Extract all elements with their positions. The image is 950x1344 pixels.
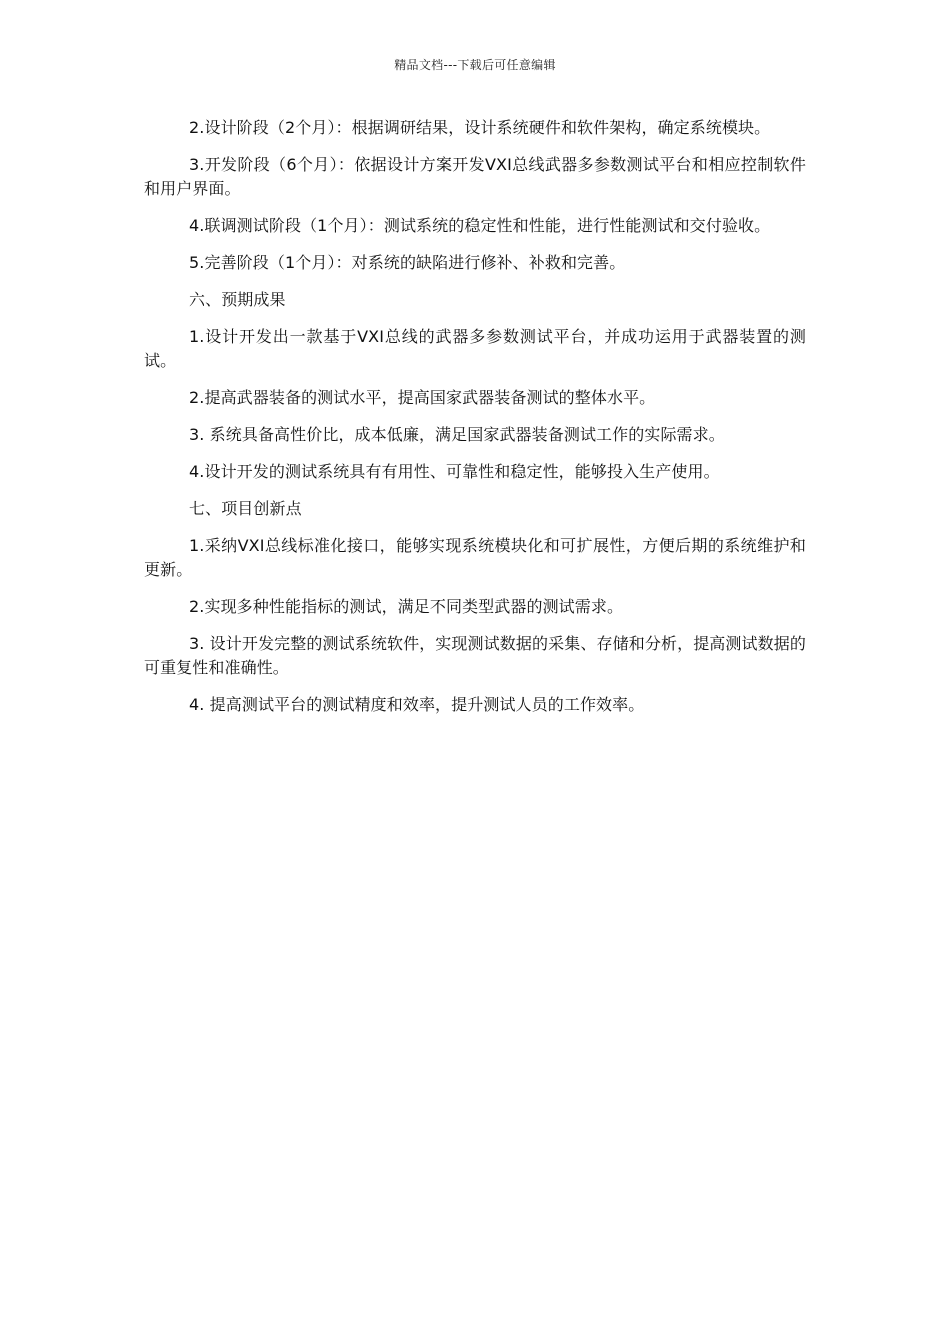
paragraph-development-phase: 3.开发阶段（6个月）：依据设计方案开发VXI总线武器多参数测试平台和相应控制软件和用户界面。 [144, 155, 806, 198]
section-heading-innovation: 七、项目创新点 [189, 499, 302, 518]
paragraph-innovation-4: 4. 提高测试平台的测试精度和效率，提升测试人员的工作效率。 [189, 695, 645, 714]
paragraph-improvement-phase: 5.完善阶段（1个月）：对系统的缺陷进行修补、补救和完善。 [189, 253, 626, 272]
paragraph-innovation-1: 1.采纳VXI总线标准化接口，能够实现系统模块化和可扩展性，方便后期的系统维护和更新。 [144, 536, 806, 579]
page-header: 精品文档---下载后可任意编辑 [394, 58, 556, 72]
document-body [144, 116, 806, 730]
paragraph-innovation-2: 2.实现多种性能指标的测试，满足不同类型武器的测试需求。 [189, 597, 624, 616]
paragraph-integration-test-phase: 4.联调测试阶段（1个月）：测试系统的稳定性和性能，进行性能测试和交付验收。 [189, 216, 771, 235]
section-heading-expected-results: 六、预期成果 [189, 290, 286, 309]
paragraph-design-phase: 2.设计阶段（2个月）：根据调研结果，设计系统硬件和软件架构，确定系统模块。 [189, 118, 771, 137]
paragraph-innovation-3: 3. 设计开发完整的测试系统软件，实现测试数据的采集、存储和分析，提高测试数据的可重复性和准确性。 [144, 634, 806, 677]
paragraph-result-2: 2.提高武器装备的测试水平，提高国家武器装备测试的整体水平。 [189, 388, 656, 407]
paragraph-result-1: 1.设计开发出一款基于VXI总线的武器多参数测试平台，并成功运用于武器装置的测试。 [144, 327, 806, 370]
paragraph-result-4: 4.设计开发的测试系统具有有用性、可靠性和稳定性，能够投入生产使用。 [189, 462, 720, 481]
paragraph-result-3: 3. 系统具备高性价比，成本低廉，满足国家武器装备测试工作的实际需求。 [189, 425, 725, 444]
